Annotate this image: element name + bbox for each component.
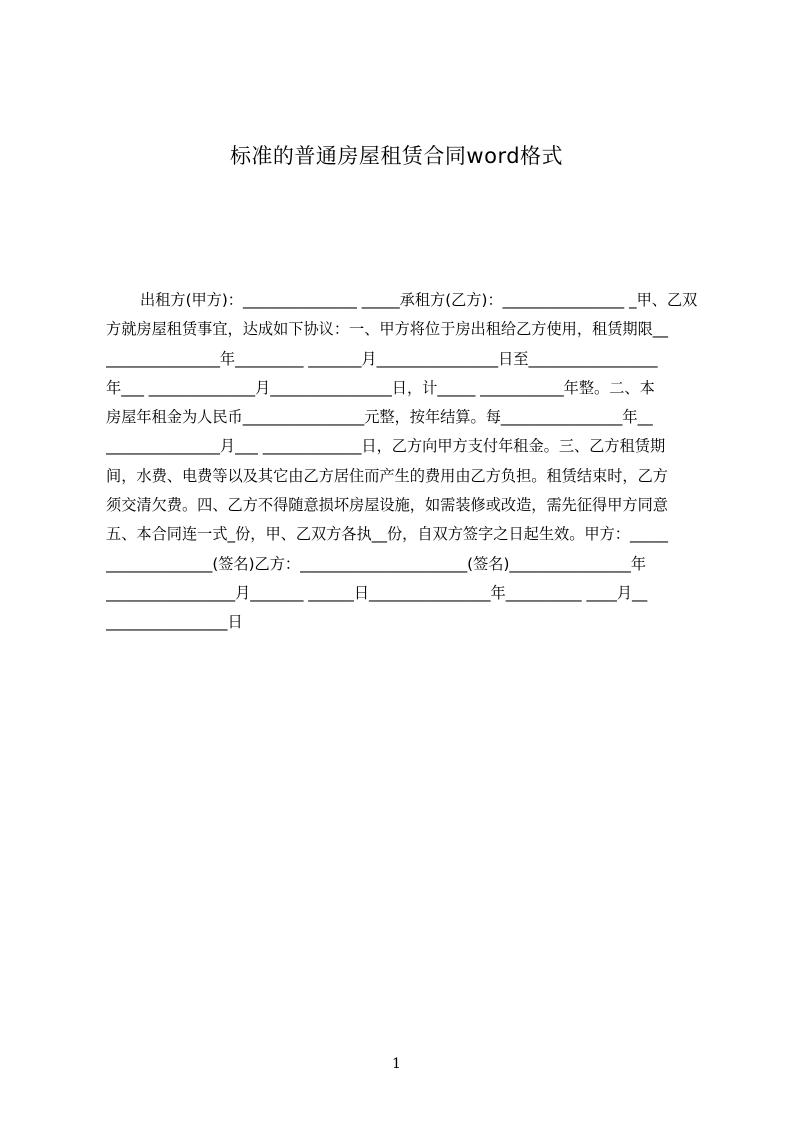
contract-body xyxy=(106,286,698,638)
body-line: ________________日 xyxy=(106,613,243,632)
body-line: ______________(签名)乙方：______________________(签名)________________年 xyxy=(106,554,647,573)
document-title: 标准的普通房屋租赁合同word格式 xyxy=(229,144,564,168)
body-line: 方就房屋租赁事宜，达成如下协议：一、甲方将位于房出租给乙方使用，租赁期限__ xyxy=(106,320,668,339)
body-line: 房屋年租金为人民币________________元整，按年结算。每________________年__ xyxy=(106,408,653,427)
body-line: 出租方(甲方)：_______________ _____承租方(乙方)：________________ _甲、乙双 xyxy=(140,291,698,309)
body-line: _______________月___ _____________日，乙方向甲方支付年租金。三、乙方租赁期 xyxy=(106,437,666,456)
body-line: 间，水费、电费等以及其它由乙方居住而产生的费用由乙方负担。租赁结束时，乙方 xyxy=(106,466,668,485)
body-line: 五、本合同连一式_份，甲、乙双方各执__份，自双方签字之日起生效。甲方：_____ xyxy=(106,525,668,544)
body-line: _________________月_______ ______日________________年__________ ____月__ xyxy=(106,583,648,602)
page-number: 1 xyxy=(392,1056,401,1072)
body-line: 年___ ______________月________________日，计_____ ___________年整。二、本 xyxy=(106,378,655,397)
body-line: _______________年_________ _______月________________日至_________________ xyxy=(106,349,658,368)
body-line: 须交清欠费。四、乙方不得随意损坏房屋设施，如需装修或改造，需先征得甲方同意 xyxy=(106,496,668,515)
